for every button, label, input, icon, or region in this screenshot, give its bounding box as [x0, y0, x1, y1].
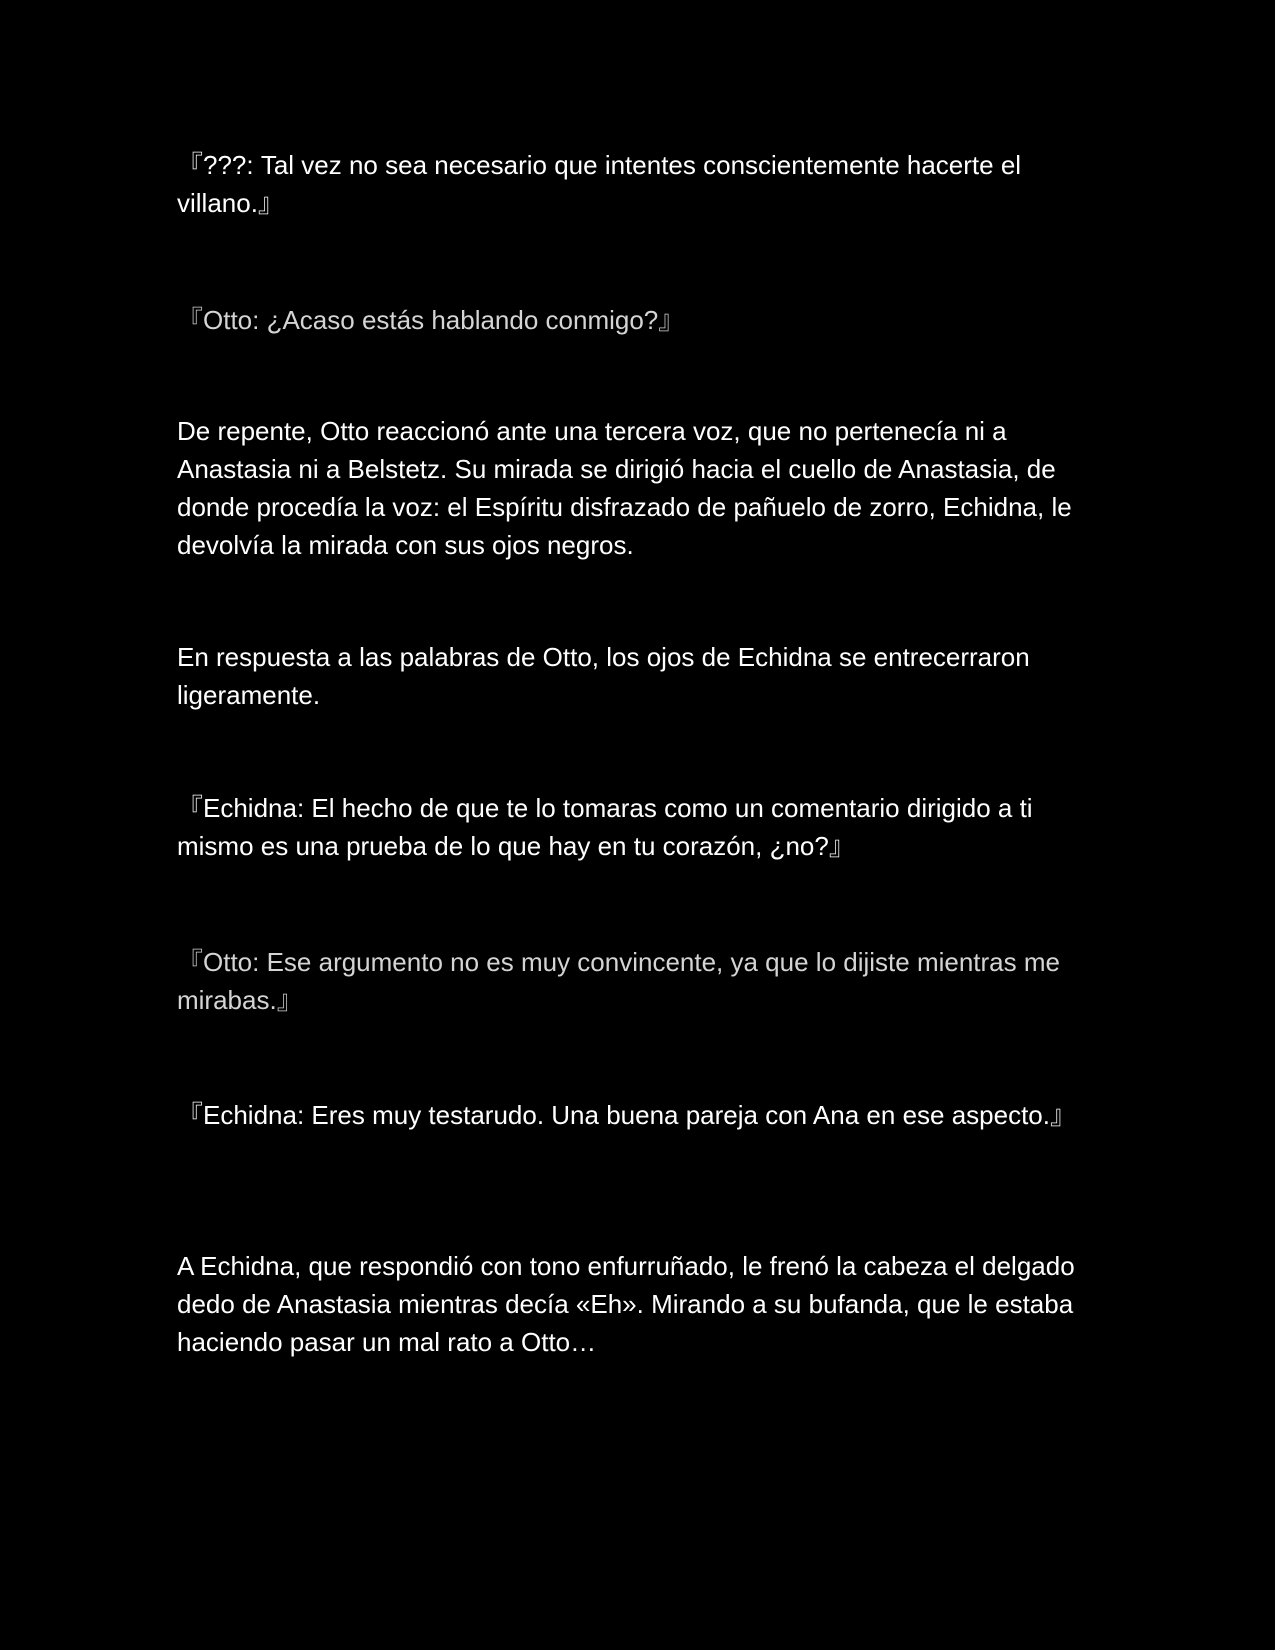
dialogue-echidna: 『Echidna: El hecho de que te lo tomaras como un comentario dirigido a ti mismo es una prueba de lo que hay en tu corazón, ¿no?』: [177, 793, 1033, 861]
dialogue-otto-question: 『Otto: ¿Acaso estás hablando conmigo?』: [177, 305, 685, 335]
dialogue-unknown-speaker: 『???: Tal vez no sea necesario que intentes conscientemente hacerte el villano.』: [177, 150, 1022, 218]
narration-paragraph: En respuesta a las palabras de Otto, los ojos de Echidna se entrecerraron ligeramente.: [177, 642, 1030, 710]
dialogue-otto: 『Otto: Ese argumento no es muy convincente, ya que lo dijiste mientras me mirabas.』: [177, 947, 1060, 1015]
narration-paragraph: De repente, Otto reaccionó ante una tercera voz, que no pertenecía ni a Anastasia ni a Belstetz. Su mirada se dirigió hacia el cuello de Anastasia, de donde procedía la voz: el Espíritu disfrazado de pañuelo de zorro, Echidna, le devolvía la mirada con sus ojos negros.: [177, 416, 1072, 560]
narration-paragraph: A Echidna, que respondió con tono enfurruñado, le frenó la cabeza el delgado dedo de Anastasia mientras decía «Eh». Mirando a su bufanda, que le estaba haciendo pasar un mal rato a Otto…: [177, 1251, 1075, 1357]
dialogue-echidna: 『Echidna: Eres muy testarudo. Una buena pareja con Ana en ese aspecto.』: [177, 1100, 1076, 1130]
